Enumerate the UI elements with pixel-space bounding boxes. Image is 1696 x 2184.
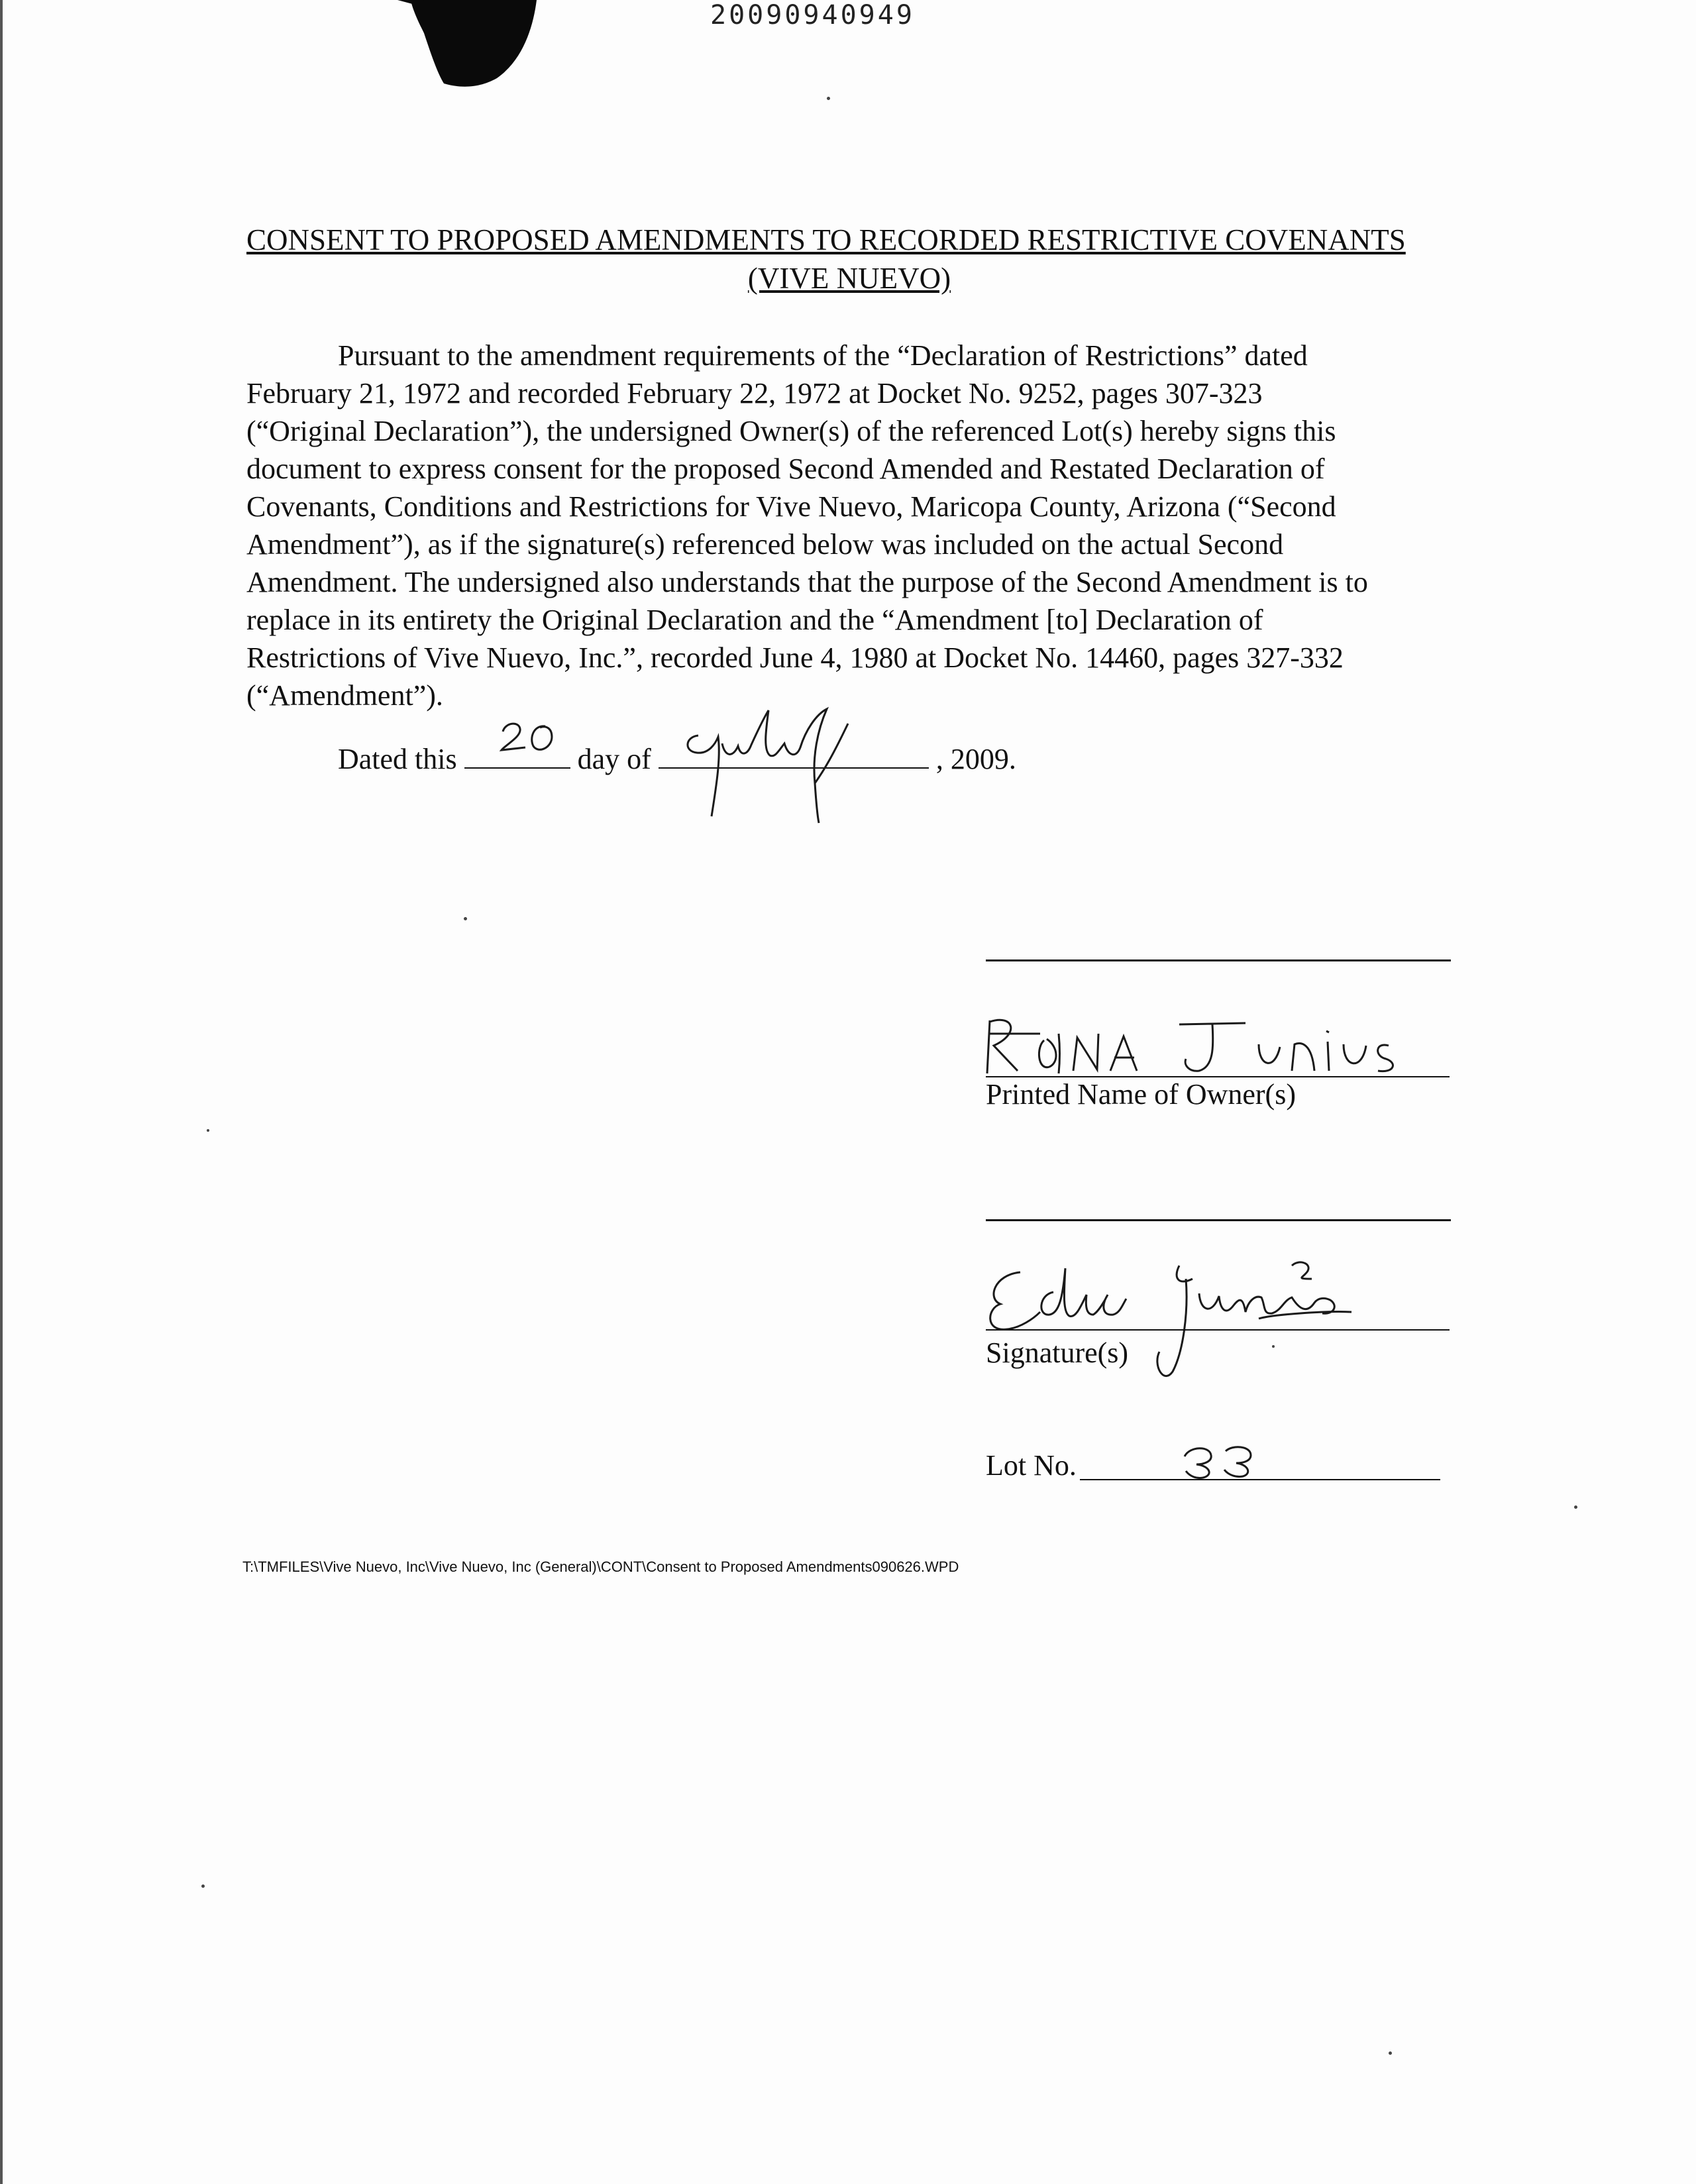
scan-speck: [1574, 1505, 1577, 1509]
paragraph-line: replace in its entirety the Original Declaration and the “Amendment [to] Declaration of: [246, 604, 1263, 636]
blank-signature-line-2: [986, 1219, 1451, 1221]
record-number: 20090940949: [710, 0, 915, 30]
scan-speck: [827, 97, 830, 100]
paragraph-line: Pursuant to the amendment requirements of the “Declaration of Restrictions” dated: [338, 339, 1308, 372]
blank-signature-line: [986, 959, 1451, 961]
scan-speck: [201, 1884, 205, 1888]
handwritten-day: [464, 704, 570, 763]
dated-line: [338, 742, 1016, 776]
handwritten-month: [659, 704, 929, 836]
paragraph-line: Covenants, Conditions and Restrictions for Vive Nuevo, Maricopa County, Arizona (“Second: [246, 490, 1336, 523]
paragraph-line: Amendment”), as if the signature(s) referenced below was included on the actual Second: [246, 528, 1284, 561]
paragraph-line: Amendment. The undersigned also understands that the purpose of the Second Amendment is to: [246, 566, 1368, 598]
paragraph-line: document to express consent for the proposed Second Amended and Restated Declaration of: [246, 453, 1325, 485]
dated-mid: day of: [577, 743, 651, 775]
dated-prefix: Dated this: [338, 743, 457, 775]
scan-speck: [464, 917, 467, 920]
handwritten-lot-number: [1179, 1437, 1285, 1483]
paragraph-line: Restrictions of Vive Nuevo, Inc.”, recorded June 4, 1980 at Docket No. 14460, pages 327-332: [246, 641, 1344, 674]
paragraph-line: (“Amendment”).: [246, 679, 443, 712]
document-title-line1: CONSENT TO PROPOSED AMENDMENTS TO RECORDED RESTRICTIVE COVENANTS: [246, 223, 1406, 256]
month-blank: [659, 743, 929, 769]
dated-suffix: , 2009.: [935, 743, 1016, 775]
signature-line: [986, 1329, 1450, 1331]
day-blank: [464, 743, 570, 769]
ink-blot: [398, 0, 543, 93]
scan-speck: [1272, 1345, 1275, 1348]
paragraph-line: February 21, 1972 and recorded February 22, 1972 at Docket No. 9252, pages 307-323: [246, 377, 1263, 410]
handwritten-printed-name: [980, 1007, 1510, 1087]
scan-speck: [207, 1129, 209, 1132]
printed-name-label: Printed Name of Owner(s): [986, 1078, 1296, 1111]
paragraph-line: (“Original Declaration”), the undersigned Owner(s) of the referenced Lot(s) hereby signs this: [246, 415, 1336, 447]
consent-paragraph: [246, 337, 1452, 714]
scan-edge: [0, 0, 3, 2184]
document-title-line2: (VIVE NUEVO): [747, 262, 951, 295]
signature-label: Signature(s): [986, 1337, 1129, 1369]
lot-number-label: Lot No.: [986, 1449, 1077, 1482]
file-path-footer: T:\TMFILES\Vive Nuevo, Inc\Vive Nuevo, Inc (General)\CONT\Consent to Proposed Amendments090626.WPD: [242, 1558, 959, 1575]
scan-speck: [1389, 2051, 1392, 2055]
